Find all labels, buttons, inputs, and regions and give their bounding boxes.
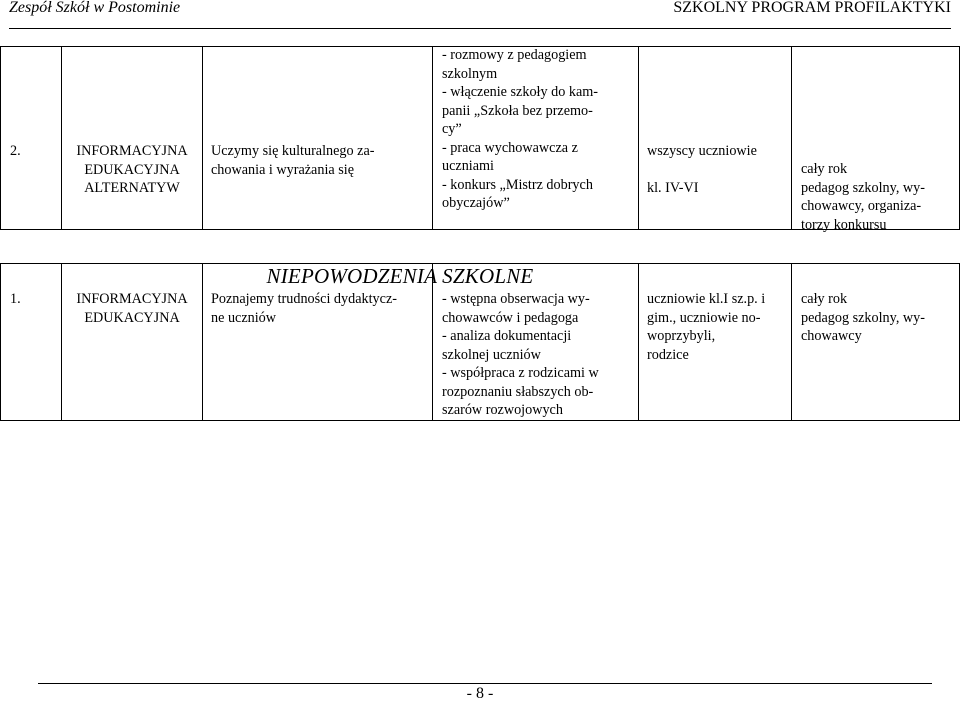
area-cell: INFORMACYJNA EDUKACYJNA [76,291,188,326]
column-divider [638,47,639,229]
document-title: SZKOLNY PROGRAM PROFILAKTYKI [673,0,951,16]
header-rule [9,28,951,29]
column-divider [432,264,433,420]
audience-cell: uczniowie kl.I sz.p. i gim., uczniowie no- woprzybyli, rodzice [647,291,766,363]
section-title: NIEPOWODZENIA SZKOLNE [266,264,534,288]
tasks-cell: - wstępna obserwacja wy- chowawców i pedagoga - analiza dokumentacji szkolnej uczniów - współpraca z rodzicami w rozpoznaniu słabszych ob- szarów rozwojowych [442,291,599,418]
goal-cell: Poznajemy trudności dydaktycz- ne uczniów [211,291,397,326]
column-divider [202,264,203,420]
school-name: Zespół Szkół w Postominie [9,0,181,16]
responsible-cell: cały rok pedagog szkolny, wy- chowawcy [801,291,925,344]
table-row [0,263,960,421]
area-cell: INFORMACYJNA EDUKACYJNA ALTERNATYW [76,143,188,196]
column-divider [432,47,433,229]
column-divider [61,264,62,420]
column-divider [791,264,792,420]
goal-cell: Uczymy się kulturalnego za- chowania i wyrażania się [211,143,375,178]
footer-rule [38,683,932,684]
column-divider [61,47,62,229]
column-divider [791,47,792,229]
page-header [9,0,951,28]
row-number: 1. [10,291,21,307]
table-row [0,46,960,233]
column-divider [202,47,203,229]
page-number: - 8 - [466,685,494,702]
column-divider [638,264,639,420]
responsible-cell: cały rok pedagog szkolny, wy- chowawcy, organiza- torzy konkursu [801,161,925,233]
row-number: 2. [10,143,21,159]
tasks-cell: - rozmowy z pedagogiem szkolnym - włączenie szkoły do kam- panii „Szkoła bez przemo- cy” - praca wychowawcza z uczniami - konkurs „Mistrz dobrych obyczajów” [442,47,599,211]
audience-cell: wszyscy uczniowie kl. IV-VI [647,143,757,196]
